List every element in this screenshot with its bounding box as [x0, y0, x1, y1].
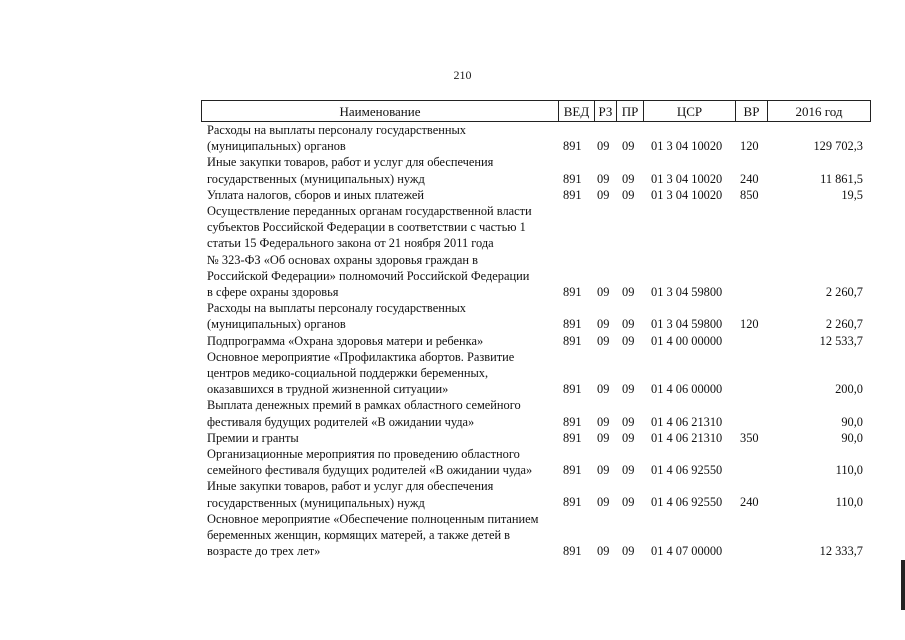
row-sum: 11 861,5	[820, 171, 863, 186]
row-vr: 240	[740, 495, 759, 510]
row-sum: 110,0	[835, 495, 863, 510]
row-name-line: Премии и гранты	[207, 430, 299, 445]
header-vr: ВР	[735, 101, 767, 121]
row-ved: 891	[563, 430, 582, 445]
row-name-line: оказавшихся в трудной жизненной ситуации»	[207, 382, 449, 397]
row-sum: 90,0	[841, 430, 863, 445]
row-name-line: Основное мероприятие «Профилактика абортов. Развитие	[207, 349, 515, 364]
row-vr: 240	[740, 171, 759, 186]
row-name	[207, 511, 557, 560]
table-row	[0, 333, 905, 349]
row-name-line: Российской Федерации» полномочий Российской Федерации	[207, 268, 530, 283]
row-rz: 09	[597, 171, 610, 186]
table-row	[0, 511, 905, 560]
row-rz: 09	[597, 463, 610, 478]
row-name-line: Основное мероприятие «Обеспечение полноценным питанием	[207, 511, 539, 526]
row-name-line: центров медико-социальной поддержки беременных,	[207, 365, 489, 380]
row-vr: 350	[740, 430, 759, 445]
row-rz: 09	[597, 187, 610, 202]
row-csr: 01 3 04 59800	[651, 317, 723, 332]
row-vr: 120	[740, 317, 759, 332]
row-name	[207, 349, 557, 398]
table-row	[0, 349, 905, 398]
row-name-line: государственных (муниципальных) нужд	[207, 495, 425, 510]
header-csr: ЦСР	[643, 101, 735, 121]
row-vr: 850	[740, 187, 759, 202]
row-name	[207, 300, 557, 332]
row-csr: 01 4 06 21310	[651, 430, 723, 445]
row-rz: 09	[597, 430, 610, 445]
table-row	[0, 203, 905, 300]
row-rz: 09	[597, 544, 610, 559]
table-row	[0, 300, 905, 332]
row-sum: 90,0	[841, 414, 863, 429]
row-sum: 110,0	[835, 463, 863, 478]
row-csr: 01 4 07 00000	[651, 544, 723, 559]
table-header	[201, 100, 871, 122]
row-name-line: статьи 15 Федерального закона от 21 ноября 2011 года	[207, 236, 494, 251]
row-rz: 09	[597, 317, 610, 332]
row-name-line: фестиваля будущих родителей «В ожидании чуда»	[207, 414, 475, 429]
row-pr: 09	[622, 382, 635, 397]
row-rz: 09	[597, 333, 610, 348]
row-vr: 120	[740, 139, 759, 154]
row-csr: 01 3 04 10020	[651, 187, 723, 202]
row-name-line: (муниципальных) органов	[207, 139, 346, 154]
row-sum: 12 333,7	[819, 544, 863, 559]
row-ved: 891	[563, 171, 582, 186]
row-name-line: (муниципальных) органов	[207, 317, 346, 332]
row-pr: 09	[622, 495, 635, 510]
row-ved: 891	[563, 317, 582, 332]
row-name	[207, 122, 557, 154]
row-rz: 09	[597, 495, 610, 510]
header-rz: РЗ	[594, 101, 616, 121]
table-row	[0, 446, 905, 478]
row-name-line: возрасте до трех лет»	[207, 544, 321, 559]
row-pr: 09	[622, 139, 635, 154]
row-name	[207, 397, 557, 429]
row-name-line: субъектов Российской Федерации в соответствии с частью 1	[207, 220, 526, 235]
row-name-line: в сфере охраны здоровья	[207, 284, 339, 299]
table-row	[0, 430, 905, 446]
row-ved: 891	[563, 544, 582, 559]
page-edge-mark	[901, 560, 905, 610]
row-rz: 09	[597, 284, 610, 299]
row-csr: 01 4 06 92550	[651, 463, 723, 478]
row-ved: 891	[563, 463, 582, 478]
row-name	[207, 154, 557, 186]
table-body	[0, 122, 905, 559]
table-row	[0, 478, 905, 510]
row-ved: 891	[563, 495, 582, 510]
row-name-line: государственных (муниципальных) нужд	[207, 171, 425, 186]
table-row	[0, 122, 905, 154]
header-name: Наименование	[339, 104, 421, 119]
table-row	[0, 397, 905, 429]
row-pr: 09	[622, 171, 635, 186]
row-pr: 09	[622, 333, 635, 348]
row-csr: 01 3 04 10020	[651, 171, 723, 186]
row-name	[207, 203, 557, 300]
row-ved: 891	[563, 333, 582, 348]
row-name-line: Осуществление переданных органам государственной власти	[207, 203, 532, 218]
row-name-line: Иные закупки товаров, работ и услуг для обеспечения	[207, 155, 494, 170]
row-pr: 09	[622, 284, 635, 299]
row-name-line: беременных женщин, кормящих матерей, а также детей в	[207, 527, 511, 542]
row-name-line: Организационные мероприятия по проведению областного	[207, 446, 520, 461]
row-ved: 891	[563, 382, 582, 397]
row-name-line: Выплата денежных премий в рамках областного семейного	[207, 398, 521, 413]
row-csr: 01 4 06 21310	[651, 414, 723, 429]
row-name	[207, 430, 557, 446]
row-csr: 01 4 00 00000	[651, 333, 723, 348]
row-pr: 09	[622, 544, 635, 559]
header-pr: ПР	[616, 101, 643, 121]
row-ved: 891	[563, 139, 582, 154]
row-name-line: Расходы на выплаты персоналу государственных	[207, 123, 466, 137]
row-ved: 891	[563, 187, 582, 202]
row-sum: 2 260,7	[825, 284, 863, 299]
row-csr: 01 3 04 10020	[651, 139, 723, 154]
row-csr: 01 4 06 92550	[651, 495, 723, 510]
row-name	[207, 478, 557, 510]
row-sum: 19,5	[841, 187, 863, 202]
row-pr: 09	[622, 414, 635, 429]
header-year: 2016 год	[767, 101, 870, 121]
row-name-line: Расходы на выплаты персоналу государственных	[207, 301, 466, 316]
table-row	[0, 187, 905, 203]
row-name-line: семейного фестиваля будущих родителей «В ожидании чуда»	[207, 463, 533, 478]
row-name	[207, 187, 557, 203]
row-rz: 09	[597, 139, 610, 154]
row-name-line: Уплата налогов, сборов и иных платежей	[207, 187, 425, 202]
row-pr: 09	[622, 430, 635, 445]
row-rz: 09	[597, 382, 610, 397]
row-name-line: Подпрограмма «Охрана здоровья матери и ребенка»	[207, 333, 484, 348]
row-sum: 2 260,7	[825, 317, 863, 332]
row-name	[207, 446, 557, 478]
row-sum: 12 533,7	[819, 333, 863, 348]
row-sum: 129 702,3	[813, 139, 863, 154]
row-name-line: Иные закупки товаров, работ и услуг для обеспечения	[207, 479, 494, 494]
row-name-line: № 323-ФЗ «Об основах охраны здоровья граждан в	[207, 252, 478, 267]
row-pr: 09	[622, 187, 635, 202]
header-ved: ВЕД	[558, 101, 594, 121]
row-ved: 891	[563, 414, 582, 429]
row-csr: 01 3 04 59800	[651, 284, 723, 299]
row-sum: 200,0	[835, 382, 863, 397]
table-row	[0, 154, 905, 186]
row-pr: 09	[622, 317, 635, 332]
row-csr: 01 4 06 00000	[651, 382, 723, 397]
row-name	[207, 333, 557, 349]
page-number: 210	[453, 68, 472, 82]
row-ved: 891	[563, 284, 582, 299]
row-rz: 09	[597, 414, 610, 429]
row-pr: 09	[622, 463, 635, 478]
